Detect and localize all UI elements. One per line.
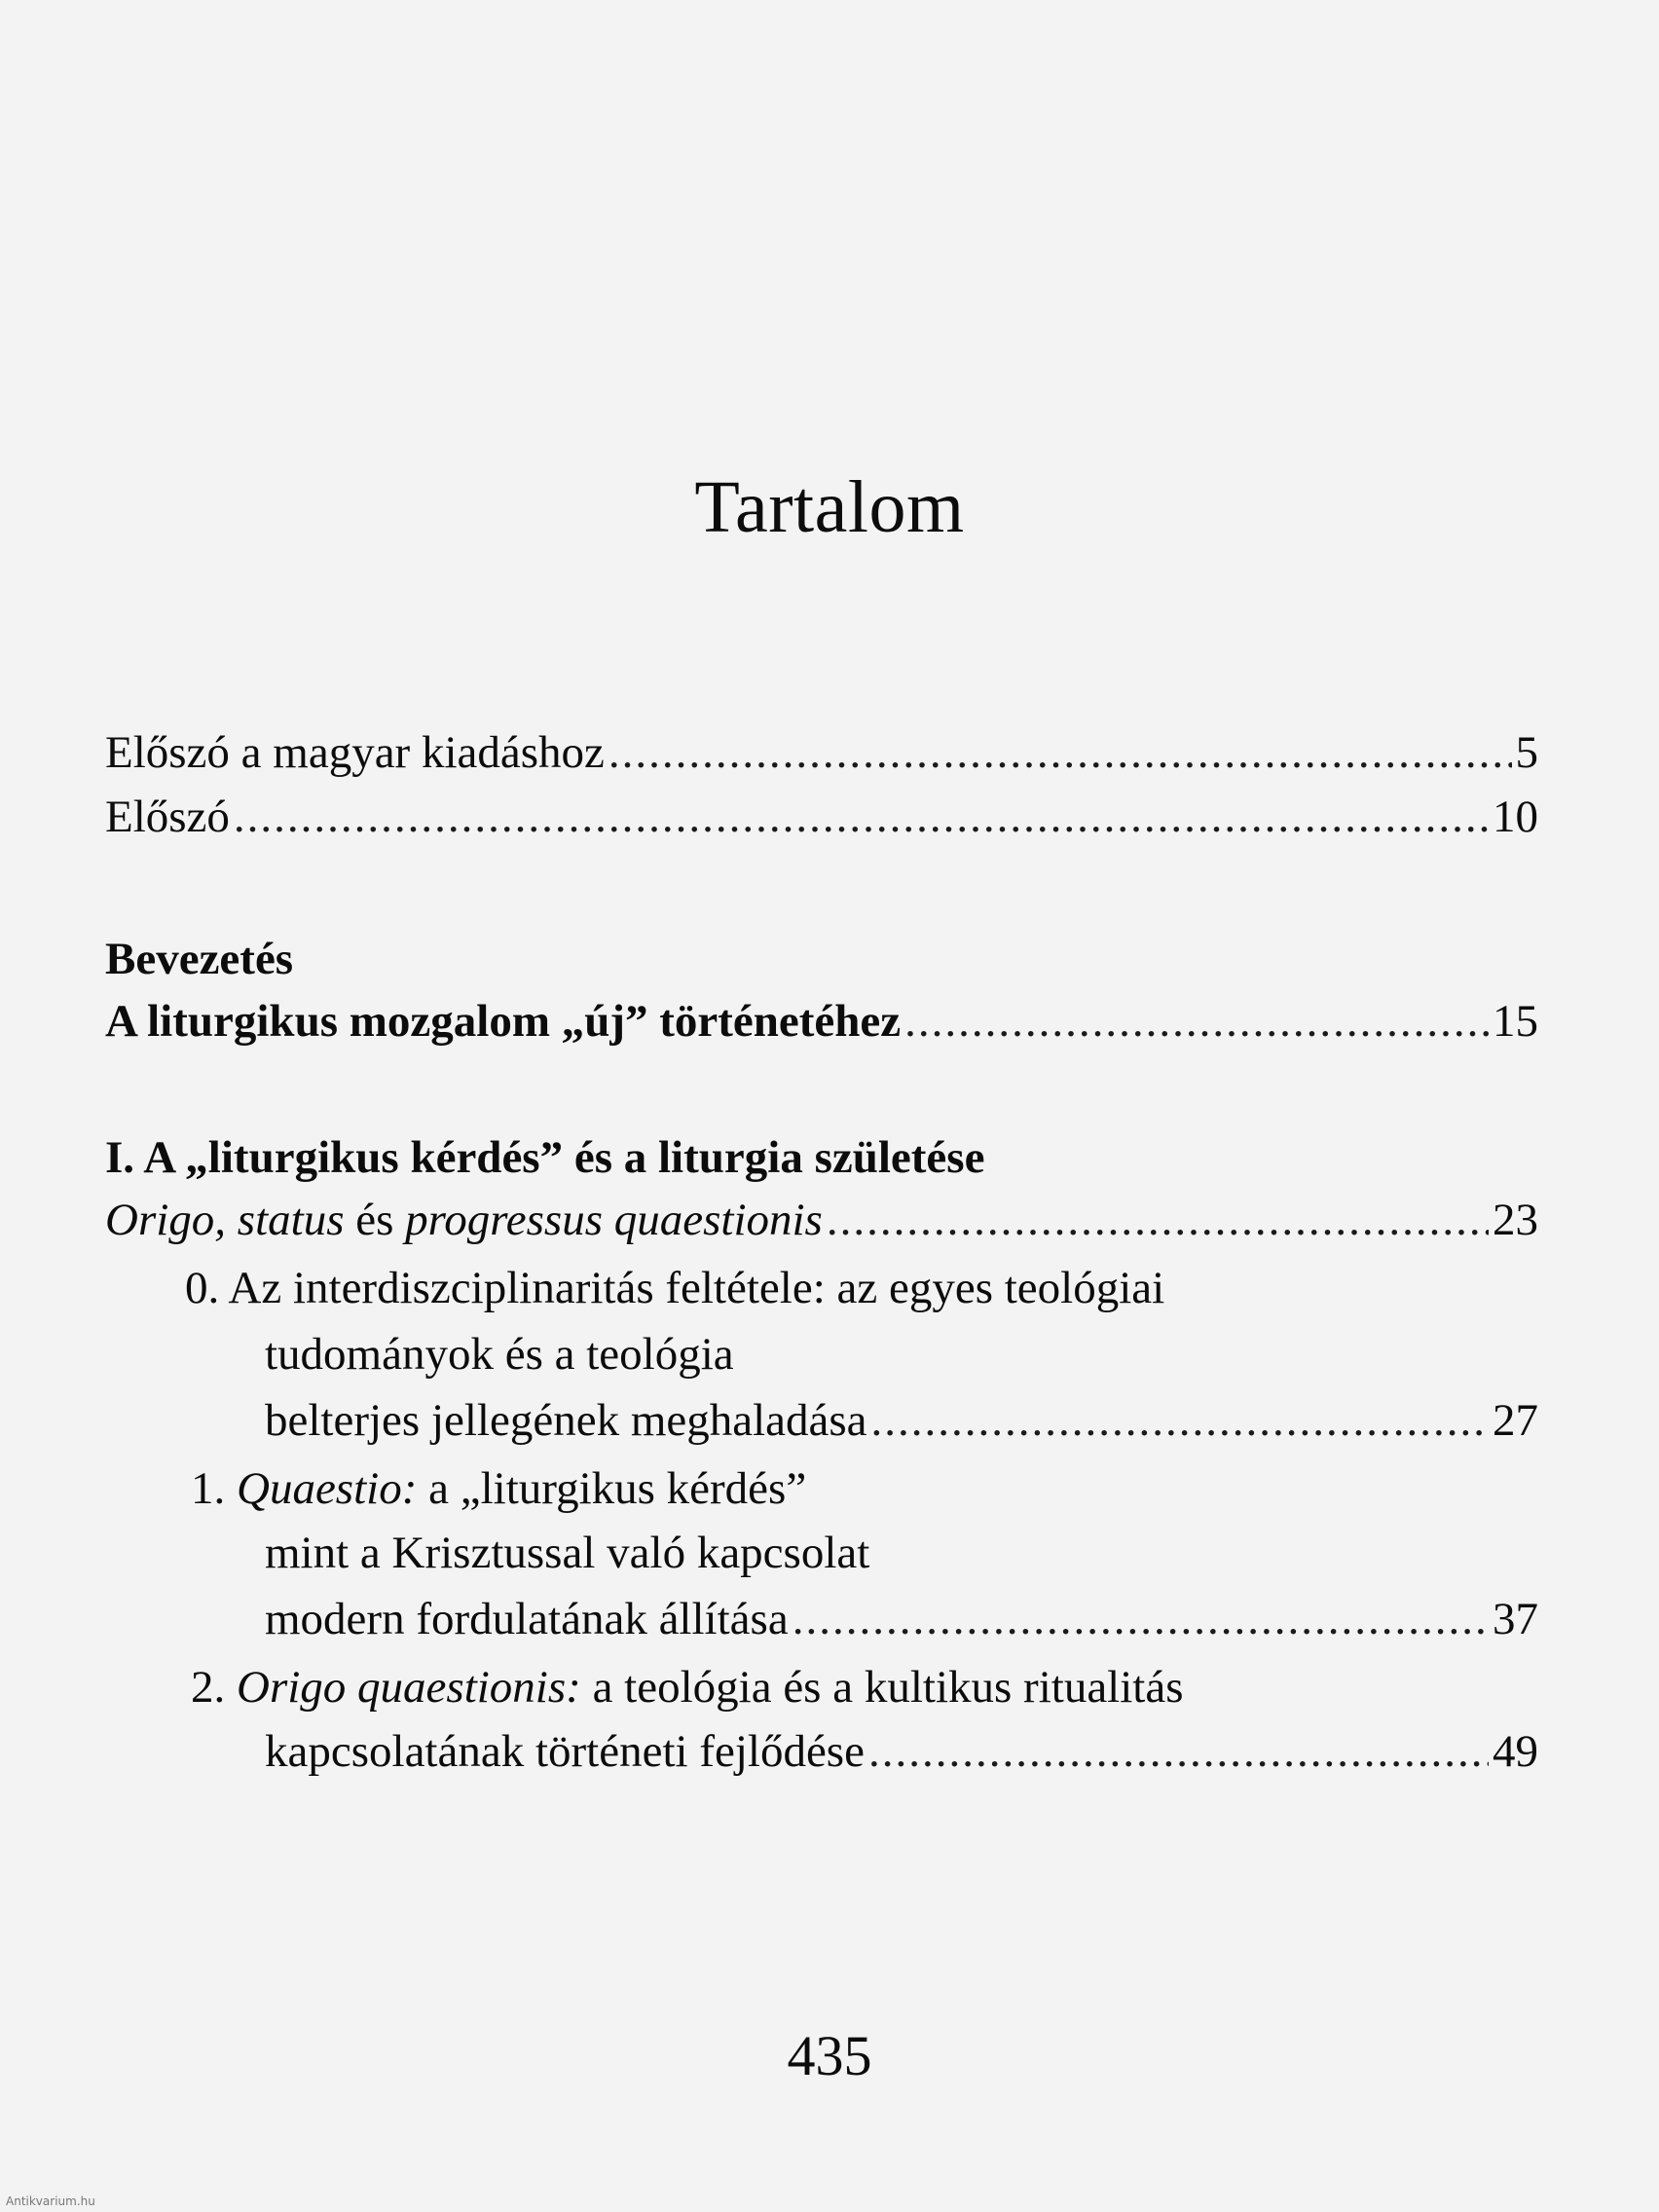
toc-entry-title: Előszó — [105, 792, 230, 842]
leader-dots — [608, 726, 1512, 779]
subentry-text: a „liturgikus kérdés” — [417, 1463, 807, 1514]
toc-entry-eloszo-magyar[interactable] — [105, 726, 1538, 779]
toc-entry-origo-status[interactable] — [105, 1194, 1538, 1246]
toc-entry-eloszo[interactable] — [105, 791, 1538, 843]
toc-page-number: 5 — [1515, 727, 1538, 778]
toc-page-number: 15 — [1493, 996, 1538, 1047]
toc-subentry-0-line2: tudományok és a teológia — [265, 1329, 734, 1380]
page-number: 435 — [787, 2024, 872, 2087]
leader-dots — [793, 1593, 1489, 1645]
conjunction: és — [344, 1195, 406, 1245]
toc-entry-title — [105, 1194, 823, 1246]
section-heading-bevezetes: Bevezetés — [105, 934, 294, 984]
subentry-number: 2. — [191, 1662, 237, 1713]
toc-subentry-2-line1 — [191, 1661, 1184, 1714]
toc-entry-title: A liturgikus mozgalom „új” történetéhez — [105, 996, 902, 1047]
toc-page-number: 10 — [1493, 792, 1538, 842]
toc-page-number: 23 — [1493, 1195, 1538, 1245]
toc-subentry-1-line1 — [191, 1462, 806, 1515]
chapter-heading-1: I. A „liturgikus kérdés” és a liturgia születése — [105, 1132, 985, 1183]
leader-dots — [868, 1725, 1489, 1778]
toc-entry-bevezetes[interactable] — [105, 995, 1538, 1048]
leader-dots — [871, 1394, 1489, 1447]
latin-term: Origo quaestionis: — [237, 1662, 581, 1713]
subentry-number: 1. — [191, 1463, 237, 1514]
page-title: Tartalom — [694, 466, 965, 548]
leader-dots — [827, 1194, 1489, 1246]
toc-page-number: 27 — [1493, 1395, 1538, 1446]
toc-entry-title: belterjes jellegének meghaladása — [265, 1395, 867, 1446]
watermark: Antikvarium.hu — [6, 2194, 95, 2208]
latin-term: progressus quaestionis — [405, 1195, 823, 1245]
toc-entry-title: modern fordulatának állítása — [265, 1594, 789, 1644]
toc-subentry-1-line2: mint a Krisztussal való kapcsolat — [265, 1528, 870, 1578]
latin-term: Quaestio: — [237, 1463, 418, 1514]
toc-subentry-2[interactable] — [265, 1725, 1538, 1778]
subentry-text: a teológia és a kultikus ritualitás — [580, 1662, 1184, 1713]
toc-page-number: 37 — [1493, 1594, 1538, 1644]
toc-entry-title: kapcsolatának történeti fejlődése — [265, 1726, 865, 1777]
toc-page-number: 49 — [1493, 1726, 1538, 1777]
toc-subentry-0[interactable] — [265, 1394, 1538, 1447]
latin-term: Origo, status — [105, 1195, 345, 1245]
toc-subentry-0-line1: 0. Az interdiszciplinaritás feltétele: az egyes teológiai — [185, 1263, 1165, 1313]
leader-dots — [234, 791, 1489, 843]
toc-entry-title: Előszó a magyar kiadáshoz — [105, 727, 605, 778]
leader-dots — [904, 995, 1489, 1048]
toc-subentry-1[interactable] — [265, 1593, 1538, 1645]
